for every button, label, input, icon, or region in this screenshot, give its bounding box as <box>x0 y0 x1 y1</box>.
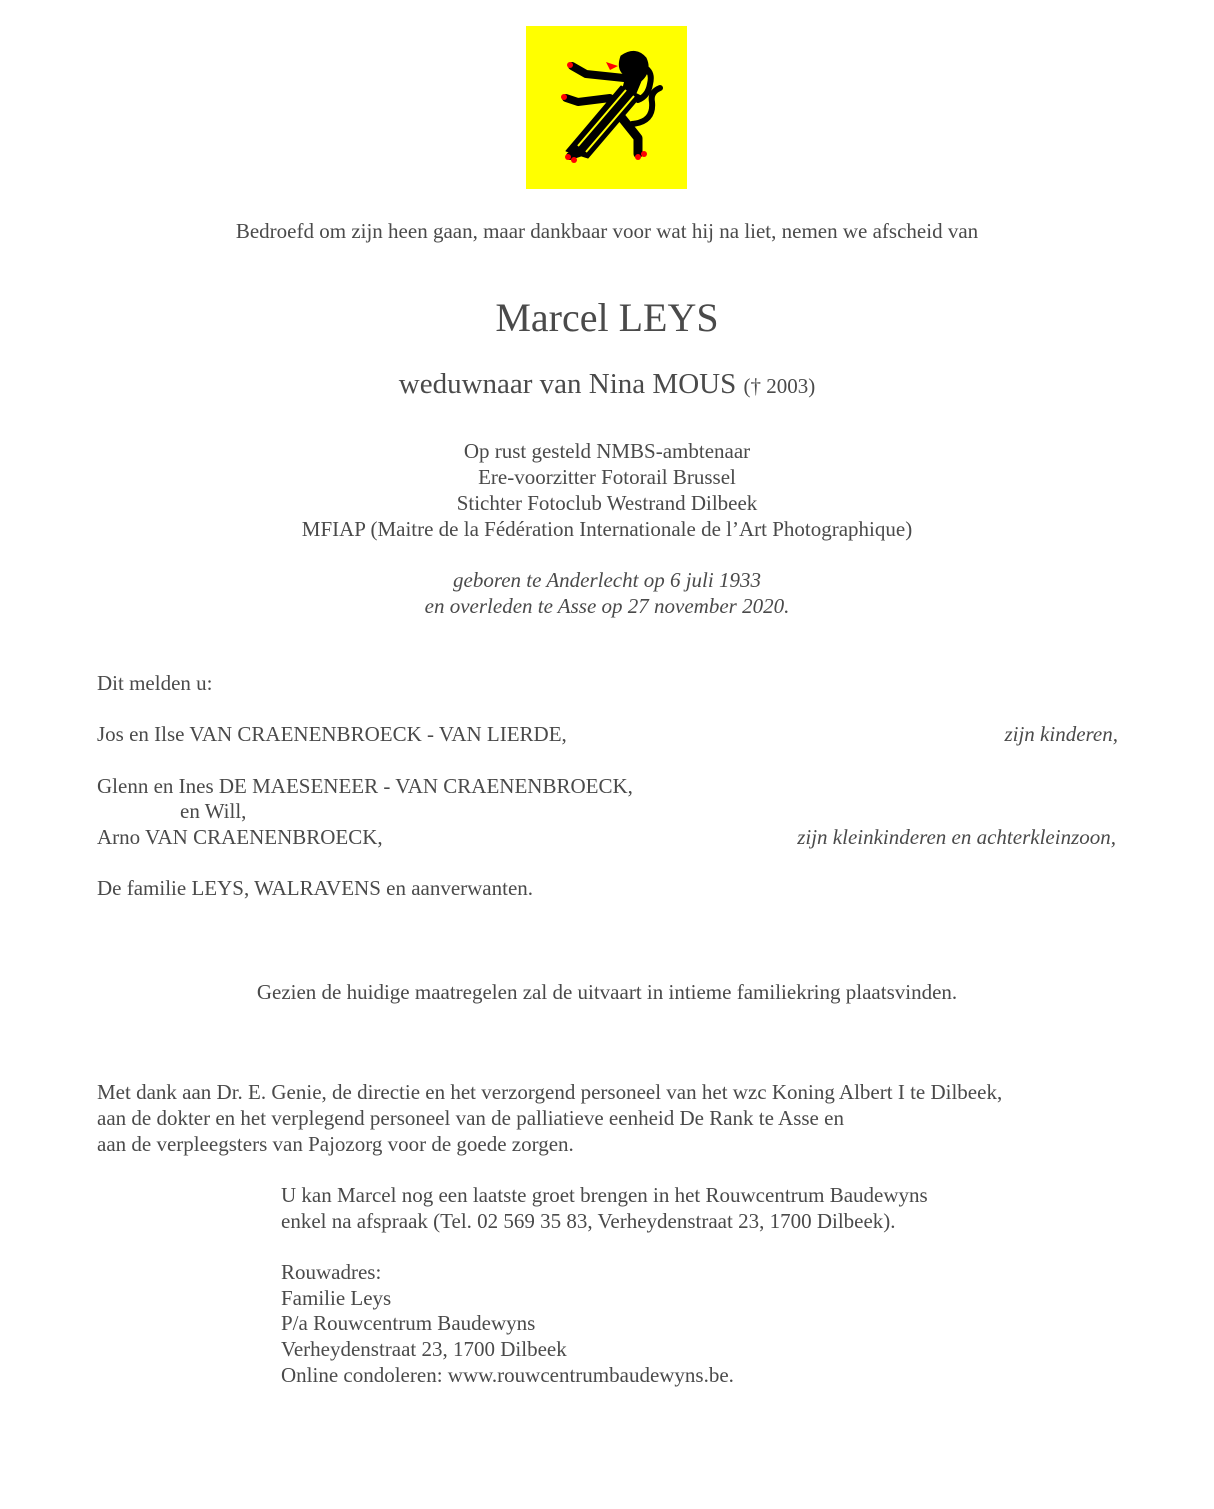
widow-of: weduwnaar van Nina MOUS <box>398 368 737 400</box>
died-line: en overleden te Asse op 27 november 2020. <box>424 594 790 618</box>
grandchildren-label: zijn kleinkinderen en achterkleinzoon, <box>797 825 1116 849</box>
farewell-line: enkel na afspraak (Tel. 02 569 35 83, Verheydenstraat 23, 1700 Dilbeek). <box>281 1209 896 1233</box>
title-line: MFIAP (Maitre de la Fédération Internationale de l’Art Photographique) <box>301 517 913 541</box>
title-line: Stichter Fotoclub Westrand Dilbeek <box>456 491 758 515</box>
title-line: Ere-voorzitter Fotorail Brussel <box>478 465 736 489</box>
address-line: Online condoleren: www.rouwcentrumbaudewyns.be. <box>281 1363 734 1387</box>
intro-text: Bedroefd om zijn heen gaan, maar dankbaar voor wat hij na liet, nemen we afscheid van <box>235 219 979 243</box>
thanks-line: aan de verpleegsters van Pajozorg voor de goede zorgen. <box>97 1132 574 1156</box>
title-line: Op rust gesteld NMBS-ambtenaar <box>463 439 751 463</box>
thanks-line: aan de dokter en het verplegend personeel van de palliatieve eenheid De Rank te Asse en <box>97 1106 844 1130</box>
deceased-name: Marcel LEYS <box>495 295 719 340</box>
funeral-note: Gezien de huidige maatregelen zal de uitvaart in intieme familiekring plaatsvinden. <box>256 980 958 1004</box>
thanks-line: Met dank aan Dr. E. Genie, de directie en het verzorgend personeel van het wzc Koning Albert I te Dilbeek, <box>97 1080 1003 1104</box>
grandchildren-names: Glenn en Ines DE MAESENEER - VAN CRAENENBROECK, <box>97 774 633 798</box>
address-line: Verheydenstraat 23, 1700 Dilbeek <box>281 1337 567 1361</box>
address-line: Rouwadres: <box>281 1260 382 1284</box>
grandchildren-names: en Will, <box>180 799 247 823</box>
children-names: Jos en Ilse VAN CRAENENBROECK - VAN LIERDE, <box>97 722 567 746</box>
grandchildren-names: Arno VAN CRAENENBROECK, <box>97 825 383 849</box>
announcement-intro: Dit melden u: <box>97 671 213 695</box>
born-line: geboren te Anderlecht op 6 juli 1933 <box>453 568 761 592</box>
address-line: Familie Leys <box>281 1286 392 1310</box>
widow-line <box>0 370 1214 399</box>
children-label: zijn kinderen, <box>1004 722 1118 746</box>
lion-icon <box>526 26 687 189</box>
address-line: P/a Rouwcentrum Baudewyns <box>281 1311 536 1335</box>
family-line: De familie LEYS, WALRAVENS en aanverwanten. <box>97 876 534 900</box>
flemish-lion-flag <box>526 26 687 189</box>
farewell-line: U kan Marcel nog een laatste groet brengen in het Rouwcentrum Baudewyns <box>281 1183 928 1207</box>
widow-of-death: († 2003) <box>743 374 816 398</box>
